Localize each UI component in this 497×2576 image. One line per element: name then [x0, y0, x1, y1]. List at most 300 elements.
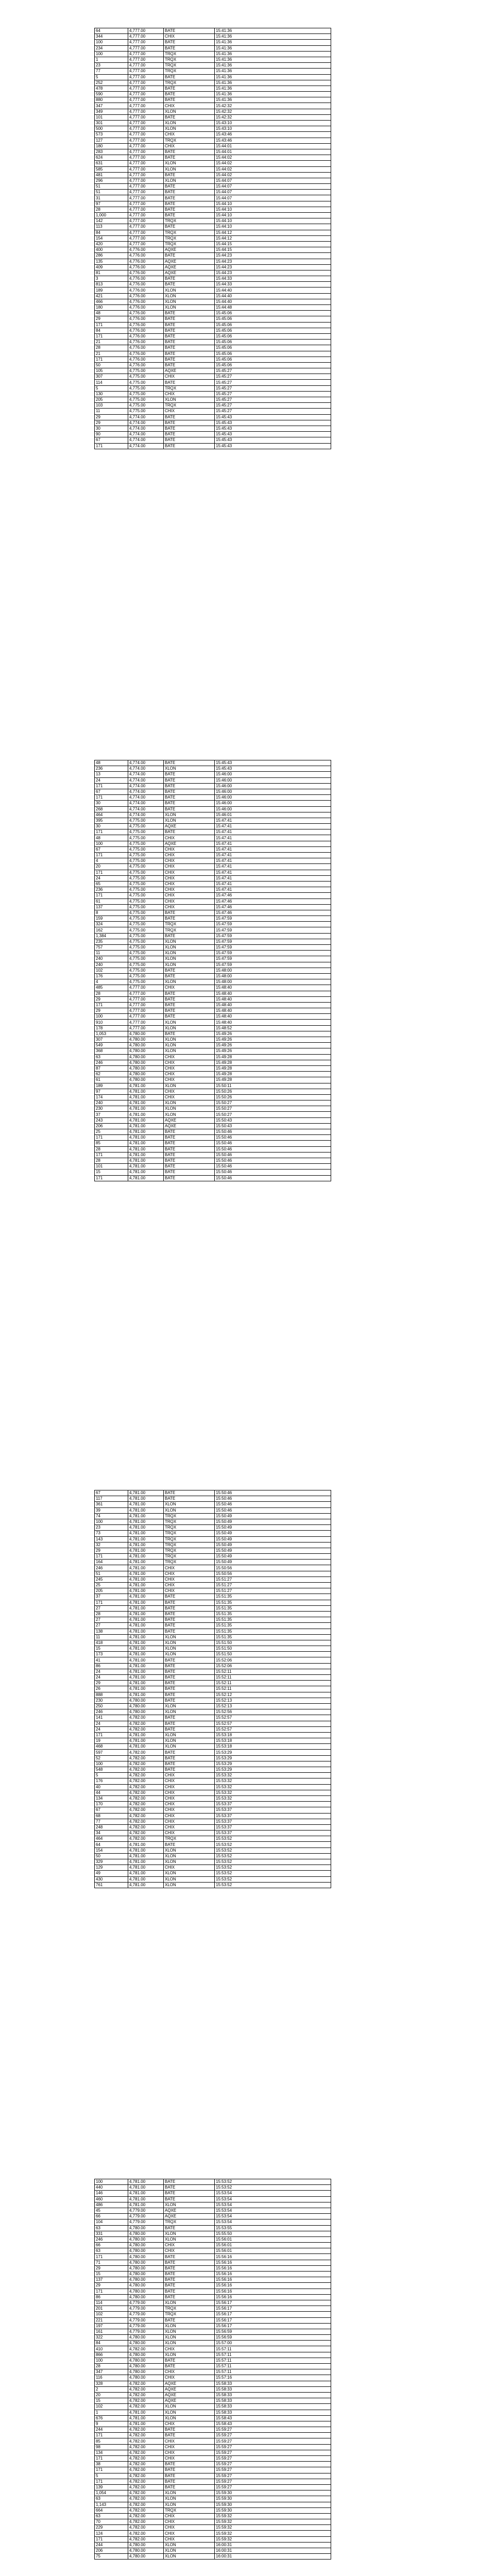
table-row [95, 766, 331, 772]
table-row [95, 241, 331, 247]
time-cell: 15:44:23 [215, 270, 331, 276]
price-cell: 4,777.00 [128, 121, 164, 126]
table-row [95, 1853, 331, 1859]
table-row [95, 864, 331, 870]
time-cell: 15:47:46 [215, 910, 331, 916]
shares-cell: 103 [95, 403, 128, 409]
price-cell: 4,777.00 [128, 241, 164, 247]
table-row [95, 1721, 331, 1726]
venue-cell: CHIX [164, 2444, 215, 2450]
shares-cell: 15 [95, 1646, 128, 1652]
table-row [95, 795, 331, 801]
price-cell: 4,781.00 [128, 1100, 164, 1106]
price-cell: 4,777.00 [128, 126, 164, 132]
table-row [95, 841, 331, 846]
time-cell: 15:51:50 [215, 1640, 331, 1646]
time-cell: 15:43:46 [215, 132, 331, 138]
shares-cell: 63 [95, 2248, 128, 2254]
price-cell: 4,775.00 [128, 397, 164, 403]
price-cell: 4,777.00 [128, 143, 164, 149]
venue-cell: XLON [164, 1083, 215, 1089]
shares-cell: 174 [95, 1094, 128, 1100]
table-row [95, 1583, 331, 1588]
price-cell: 4,781.00 [128, 2191, 164, 2196]
table-row [95, 1502, 331, 1507]
price-cell: 4,781.00 [128, 1617, 164, 1623]
shares-cell: 331 [95, 2231, 128, 2236]
shares-cell: 246 [95, 2236, 128, 2242]
shares-cell: 138 [95, 1629, 128, 1634]
table-row [95, 968, 331, 973]
shares-cell: 171 [95, 1732, 128, 1738]
shares-cell: 171 [95, 322, 128, 328]
venue-cell: TRQX [164, 1836, 215, 1842]
table-row [95, 1043, 331, 1048]
venue-cell: BATE [164, 40, 215, 45]
price-cell: 4,777.00 [128, 114, 164, 120]
shares-cell: 67 [95, 846, 128, 852]
time-cell: 15:47:41 [215, 881, 331, 887]
shares-cell: 134 [95, 2450, 128, 2455]
price-cell: 4,782.00 [128, 2381, 164, 2386]
price-cell: 4,777.00 [128, 109, 164, 114]
table-row [95, 2329, 331, 2334]
price-cell: 4,782.00 [128, 2473, 164, 2479]
price-cell: 4,777.00 [128, 218, 164, 224]
shares-cell: 344 [95, 34, 128, 40]
venue-cell: CHIX [164, 1831, 215, 1836]
time-cell: 15:59:32 [215, 2531, 331, 2536]
time-cell: 15:59:27 [215, 2473, 331, 2479]
venue-cell: BATE [164, 1002, 215, 1008]
price-cell: 4,780.00 [128, 1031, 164, 1037]
shares-cell: 137 [95, 2277, 128, 2283]
venue-cell: XLON [164, 1640, 215, 1646]
price-cell: 4,781.00 [128, 1629, 164, 1634]
venue-cell: CHIX [164, 2450, 215, 2455]
time-cell: 15:44:10 [215, 213, 331, 218]
shares-cell: 410 [95, 2346, 128, 2352]
venue-cell: CHIX [164, 853, 215, 858]
time-cell: 15:45:06 [215, 357, 331, 362]
shares-cell: 143 [95, 1536, 128, 1542]
venue-cell: CHIX [164, 1583, 215, 1588]
table-row [95, 1634, 331, 1640]
shares-cell: 70 [95, 2519, 128, 2525]
table-row [95, 881, 331, 887]
price-cell: 4,775.00 [128, 853, 164, 858]
shares-cell: 51 [95, 1571, 128, 1577]
shares-cell: 888 [95, 1692, 128, 1698]
time-cell: 15:53:54 [215, 2196, 331, 2202]
price-cell: 4,775.00 [128, 945, 164, 951]
venue-cell: BATE [164, 184, 215, 190]
table-row [95, 2531, 331, 2536]
price-cell: 4,781.00 [128, 1507, 164, 1513]
time-cell: 15:44:33 [215, 282, 331, 287]
table-row [95, 2386, 331, 2392]
venue-cell: CHIX [164, 1802, 215, 1807]
venue-cell: CHIX [164, 1865, 215, 1871]
price-cell: 4,781.00 [128, 1859, 164, 1865]
price-cell: 4,776.00 [128, 305, 164, 311]
time-cell: 15:48:00 [215, 968, 331, 973]
table-row [95, 230, 331, 235]
price-cell: 4,781.00 [128, 1853, 164, 1859]
shares-cell: 201 [95, 2306, 128, 2312]
table-row [95, 1594, 331, 1600]
time-cell: 15:50:46 [215, 1170, 331, 1175]
time-cell: 15:47:59 [215, 951, 331, 956]
table-row [95, 1152, 331, 1158]
time-cell: 15:49:28 [215, 1060, 331, 1065]
price-cell: 4,779.00 [128, 2317, 164, 2323]
shares-cell: 28 [95, 991, 128, 996]
time-cell: 15:53:54 [215, 2191, 331, 2196]
time-cell: 15:56:17 [215, 2312, 331, 2317]
table-row [95, 772, 331, 777]
shares-cell: 11 [95, 1634, 128, 1640]
price-cell: 4,779.00 [128, 2300, 164, 2306]
shares-cell: 409 [95, 264, 128, 270]
table-row [95, 1146, 331, 1152]
price-cell: 4,774.00 [128, 789, 164, 794]
time-cell: 15:52:57 [215, 1715, 331, 1721]
table-row [95, 305, 331, 311]
table-row [95, 1623, 331, 1629]
price-cell: 4,777.00 [128, 69, 164, 74]
shares-cell: 229 [95, 2525, 128, 2531]
venue-cell: BATE [164, 2191, 215, 2196]
venue-cell: CHIX [164, 1089, 215, 1094]
shares-cell: 104 [95, 2219, 128, 2225]
venue-cell: XLON [164, 945, 215, 951]
table-row [95, 270, 331, 276]
time-cell: 15:50:49 [215, 1536, 331, 1542]
shares-cell: 171 [95, 893, 128, 899]
shares-cell: 171 [95, 1175, 128, 1181]
price-cell: 4,782.00 [128, 2490, 164, 2496]
table-row [95, 1715, 331, 1721]
table-row [95, 426, 331, 431]
table-row [95, 293, 331, 299]
venue-cell: XLON [164, 1043, 215, 1048]
time-cell: 15:47:41 [215, 835, 331, 841]
price-cell: 4,775.00 [128, 922, 164, 927]
price-cell: 4,781.00 [128, 2185, 164, 2191]
shares-cell: 478 [95, 86, 128, 91]
table-row [95, 1020, 331, 1025]
table-row [95, 437, 331, 443]
venue-cell: XLON [164, 1646, 215, 1652]
table-row [95, 178, 331, 183]
venue-cell: XLON [164, 1859, 215, 1865]
venue-cell: CHIX [164, 1094, 215, 1100]
table-row [95, 2421, 331, 2427]
shares-cell: 5 [95, 1773, 128, 1778]
price-cell: 4,781.00 [128, 1554, 164, 1560]
shares-cell: 67 [95, 437, 128, 443]
price-cell: 4,777.00 [128, 97, 164, 103]
table-row [95, 1640, 331, 1646]
time-cell: 15:53:55 [215, 2225, 331, 2231]
table-row [95, 1675, 331, 1681]
venue-cell: CHIX [164, 2456, 215, 2462]
price-cell: 4,781.00 [128, 1738, 164, 1744]
venue-cell: BATE [164, 432, 215, 437]
price-cell: 4,776.00 [128, 357, 164, 362]
time-cell: 15:45:27 [215, 368, 331, 374]
price-cell: 4,779.00 [128, 2219, 164, 2225]
price-cell: 4,781.00 [128, 1170, 164, 1175]
shares-cell: 230 [95, 1106, 128, 1112]
price-cell: 4,782.00 [128, 2386, 164, 2392]
table-row [95, 2179, 331, 2185]
venue-cell: XLON [164, 2352, 215, 2358]
venue-cell: TRQX [164, 403, 215, 409]
venue-cell: BATE [164, 92, 215, 97]
price-cell: 4,779.00 [128, 2312, 164, 2317]
price-cell: 4,774.00 [128, 783, 164, 789]
venue-cell: CHIX [164, 1790, 215, 1795]
price-cell: 4,781.00 [128, 1141, 164, 1146]
time-cell: 15:45:43 [215, 760, 331, 766]
table-row [95, 2479, 331, 2484]
time-cell: 15:52:06 [215, 1663, 331, 1669]
shares-cell: 1,053 [95, 1031, 128, 1037]
table-row [95, 103, 331, 109]
price-cell: 4,777.00 [128, 224, 164, 230]
shares-cell: 38 [95, 2462, 128, 2467]
table-row [95, 1565, 331, 1571]
time-cell: 15:56:16 [215, 2294, 331, 2300]
time-cell: 15:45:06 [215, 322, 331, 328]
shares-cell: 21 [95, 340, 128, 345]
shares-cell: 368 [95, 1048, 128, 1054]
time-cell: 15:52:11 [215, 1686, 331, 1692]
table-row [95, 328, 331, 333]
time-cell: 15:50:46 [215, 1146, 331, 1152]
table-row [95, 1629, 331, 1634]
price-cell: 4,781.00 [128, 1531, 164, 1536]
table-row [95, 2289, 331, 2294]
venue-cell: BATE [164, 760, 215, 766]
time-cell: 15:46:00 [215, 801, 331, 806]
shares-cell: 170 [95, 1802, 128, 1807]
venue-cell: BATE [164, 1496, 215, 1502]
shares-cell: 63 [95, 2496, 128, 2502]
time-cell: 15:52:13 [215, 1698, 331, 1703]
time-cell: 15:44:10 [215, 224, 331, 230]
price-cell: 4,775.00 [128, 380, 164, 385]
venue-cell: XLON [164, 1100, 215, 1106]
shares-cell: 23 [95, 63, 128, 69]
table-row [95, 57, 331, 62]
shares-cell: 5 [95, 385, 128, 391]
venue-cell: CHIX [164, 875, 215, 881]
time-cell: 15:48:00 [215, 979, 331, 985]
shares-cell: 63 [95, 1054, 128, 1060]
price-cell: 4,775.00 [128, 893, 164, 899]
shares-cell: 171 [95, 333, 128, 339]
time-cell: 15:50:46 [215, 1496, 331, 1502]
time-cell: 15:56:17 [215, 2300, 331, 2306]
price-cell: 4,780.00 [128, 2248, 164, 2254]
shares-cell: 5 [95, 74, 128, 80]
time-cell: 15:41:36 [215, 80, 331, 86]
shares-cell: 5 [95, 2473, 128, 2479]
venue-cell: XLON [164, 178, 215, 183]
time-cell: 15:49:28 [215, 1072, 331, 1077]
price-cell: 4,776.00 [128, 362, 164, 368]
price-cell: 4,777.00 [128, 149, 164, 155]
venue-cell: BATE [164, 2364, 215, 2369]
time-cell: 15:56:17 [215, 2317, 331, 2323]
time-cell: 15:47:41 [215, 870, 331, 875]
trades-table-1 [94, 28, 331, 449]
time-cell: 15:57:11 [215, 2352, 331, 2358]
price-cell: 4,781.00 [128, 1117, 164, 1123]
price-cell: 4,781.00 [128, 1164, 164, 1170]
venue-cell: TRQX [164, 1519, 215, 1524]
time-cell: 15:41:36 [215, 28, 331, 34]
shares-cell: 85 [95, 2438, 128, 2444]
price-cell: 4,781.00 [128, 1865, 164, 1871]
table-row [95, 2294, 331, 2300]
shares-cell: 100 [95, 2358, 128, 2363]
table-row [95, 858, 331, 864]
venue-cell: XLON [164, 1853, 215, 1859]
table-row [95, 1732, 331, 1738]
shares-cell: 460 [95, 2196, 128, 2202]
venue-cell: TRQX [164, 138, 215, 143]
shares-cell: 114 [95, 2300, 128, 2306]
price-cell: 4,774.00 [128, 760, 164, 766]
shares-cell: 171 [95, 1600, 128, 1605]
time-cell: 15:50:26 [215, 1089, 331, 1094]
venue-cell: BATE [164, 2484, 215, 2490]
time-cell: 15:59:27 [215, 2479, 331, 2484]
table-row [95, 846, 331, 852]
table-row [95, 2462, 331, 2467]
price-cell: 4,782.00 [128, 1755, 164, 1761]
time-cell: 15:59:27 [215, 2456, 331, 2462]
shares-cell: 101 [95, 1164, 128, 1170]
shares-cell: 13 [95, 772, 128, 777]
table-row [95, 2554, 331, 2560]
shares-cell: 134 [95, 1795, 128, 1801]
venue-cell: XLON [164, 2548, 215, 2554]
time-cell: 15:45:27 [215, 403, 331, 409]
table-row [95, 1744, 331, 1750]
table-row [95, 2185, 331, 2191]
venue-cell: BATE [164, 155, 215, 161]
venue-cell: XLON [164, 287, 215, 293]
price-cell: 4,775.00 [128, 939, 164, 944]
venue-cell: BATE [164, 213, 215, 218]
venue-cell: TRQX [164, 922, 215, 927]
shares-cell: 481 [95, 172, 128, 178]
table-row [95, 195, 331, 201]
price-cell: 4,782.00 [128, 1715, 164, 1721]
venue-cell: XLON [164, 1652, 215, 1657]
shares-cell: 866 [95, 2352, 128, 2358]
price-cell: 4,782.00 [128, 2507, 164, 2513]
time-cell: 15:50:46 [215, 1152, 331, 1158]
shares-cell: 421 [95, 293, 128, 299]
time-cell: 15:52:13 [215, 1703, 331, 1709]
shares-cell: 51 [95, 184, 128, 190]
table-row [95, 287, 331, 293]
venue-cell: CHIX [164, 2519, 215, 2525]
table-row [95, 1669, 331, 1674]
time-cell: 15:47:59 [215, 939, 331, 944]
shares-cell: 236 [95, 766, 128, 772]
venue-cell: XLON [164, 979, 215, 985]
shares-cell: 29 [95, 316, 128, 322]
table-row [95, 333, 331, 339]
table-row [95, 2323, 331, 2329]
venue-cell: BATE [164, 973, 215, 979]
table-row [95, 893, 331, 899]
price-cell: 4,782.00 [128, 1784, 164, 1790]
shares-cell: 322 [95, 2335, 128, 2341]
table-row [95, 1037, 331, 1043]
shares-cell: 29 [95, 420, 128, 426]
table-row [95, 218, 331, 224]
venue-cell: TRQX [164, 230, 215, 235]
time-cell: 15:47:41 [215, 853, 331, 858]
shares-cell: 15 [95, 2398, 128, 2404]
shares-cell: 590 [95, 92, 128, 97]
venue-cell: BATE [164, 1175, 215, 1181]
time-cell: 15:45:27 [215, 391, 331, 397]
price-cell: 4,782.00 [128, 1824, 164, 1830]
table-row [95, 2231, 331, 2236]
trades-table-3 [94, 1490, 331, 1888]
price-cell: 4,781.00 [128, 1513, 164, 1519]
time-cell: 15:44:02 [215, 172, 331, 178]
time-cell: 15:44:07 [215, 178, 331, 183]
time-cell: 15:44:23 [215, 253, 331, 259]
table-row [95, 1106, 331, 1112]
time-cell: 15:52:11 [215, 1675, 331, 1681]
shares-cell: 34 [95, 1831, 128, 1836]
venue-cell: BATE [164, 806, 215, 812]
table-row [95, 86, 331, 91]
time-cell: 15:42:32 [215, 109, 331, 114]
price-cell: 4,782.00 [128, 1726, 164, 1732]
table-row [95, 414, 331, 420]
shares-cell: 485 [95, 985, 128, 991]
shares-cell: 87 [95, 1065, 128, 1071]
venue-cell: BATE [164, 311, 215, 316]
table-row [95, 2404, 331, 2410]
table-row [95, 2507, 331, 2513]
venue-cell: AQXE [164, 2392, 215, 2398]
shares-cell: 171 [95, 2254, 128, 2260]
table-row [95, 138, 331, 143]
time-cell: 15:44:10 [215, 201, 331, 207]
time-cell: 15:49:26 [215, 1048, 331, 1054]
venue-cell: BATE [164, 28, 215, 34]
venue-cell: BATE [164, 322, 215, 328]
time-cell: 15:50:46 [215, 1490, 331, 1496]
price-cell: 4,780.00 [128, 1698, 164, 1703]
venue-cell: XLON [164, 2490, 215, 2496]
venue-cell: BATE [164, 1158, 215, 1163]
time-cell: 15:45:43 [215, 420, 331, 426]
